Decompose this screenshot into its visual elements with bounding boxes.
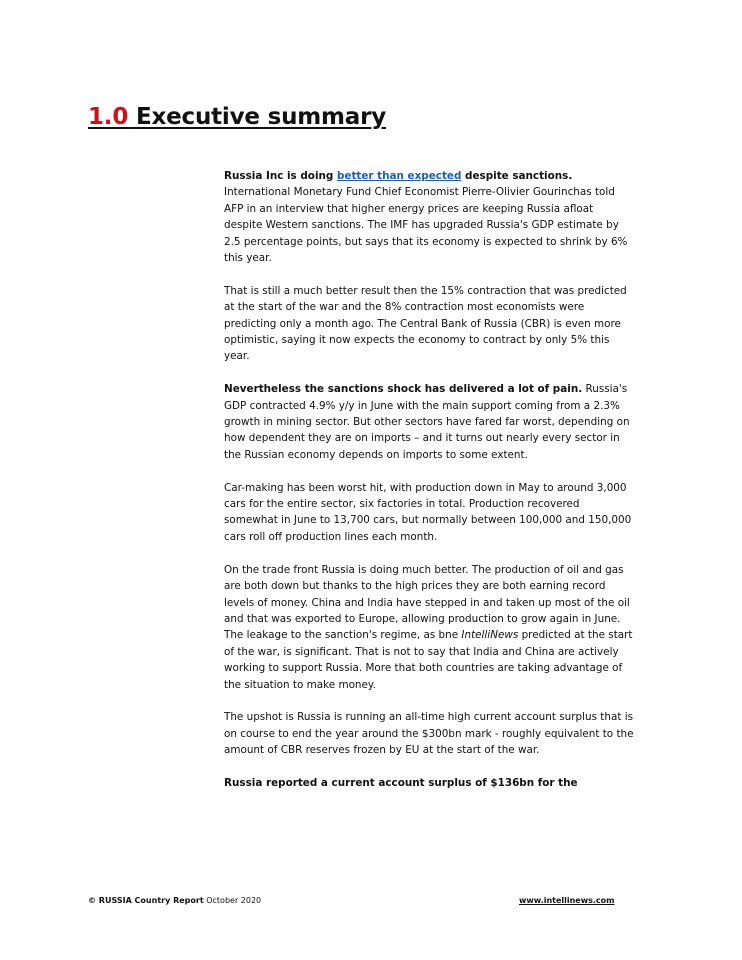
paragraph-4: Car-making has been worst hit, with production down in May to around 3,000 cars for the entire sector, six factories in total. Production recovered somewhat in June to 13,700 cars, but normally between 100,000 and 150,000 cars roll off production lines each month.: [224, 481, 632, 543]
paragraph-2: That is still a much better result then the 15% contraction that was predicted at the start of the war and the 8% contraction most economists were predicting only a month ago. The Central Bank of Russia (CBR) is even more optimistic, saying it now expects the economy to contract by only 5% this year.: [224, 284, 627, 363]
section-title: Executive summary: [135, 104, 387, 130]
paragraph-3: Nevertheless the sanctions shock has delivered a lot of pain. Russia's GDP contracted 4.9% y/y in June with the main support coming from a 2.3% growth in mining sector. But other sectors have fared far worst, depending on how dependent they are on imports – and it turns out nearly every sector in the Russian economy depends on imports to some extent.: [224, 383, 630, 461]
paragraph-1: Russia Inc is doing better than expected despite sanctions. International Monetary Fund Chief Economist Pierre-Olivier Gourinchas told AFP in an interview that higher energy prices are keeping Russia afloat despite Western sanctions. The IMF has upgraded Russia's GDP estimate by 2.5 percentage points, but says that its economy is expected to shrink by 6% this year.: [224, 170, 628, 265]
paragraph-1-lead: Russia Inc is doing better than expected despite sanctions.: [224, 170, 573, 182]
footer-report-label: © RUSSIA Country Report October 2020: [88, 896, 262, 905]
page-heading: [88, 104, 386, 130]
intellinews-italic: IntelliNews: [461, 629, 519, 642]
paragraph-3-lead: Nevertheless the sanctions shock has delivered a lot of pain.: [224, 383, 583, 396]
paragraph-7: [224, 775, 634, 791]
paragraph-7-lead: Russia reported a current account surplus of $136bn for the: [224, 776, 578, 789]
better-than-expected-link[interactable]: better than expected: [336, 170, 462, 182]
paragraph-6: The upshot is Russia is running an all-time high current account surplus that is on course to end the year around the $300bn mark - roughly equivalent to the amount of CBR reserves frozen by EU at the start of the war.: [224, 711, 634, 757]
paragraph-5: On the trade front Russia is doing much better. The production of oil and gas are both down but thanks to the high prices they are both earning record levels of money. China and India have stepped in and taken up most of the oil and that was exported to Europe, allowing production to grow again in June. The leakage to the sanction's regime, as bne IntelliNews predicted at the start of the war, is significant. That is not to say that India and China are actively working to support Russia. More that both countries are taking advantage of the situation to make money.: [224, 563, 633, 691]
section-number: 1.0: [88, 104, 129, 130]
article-body: [224, 168, 634, 791]
footer-website-link[interactable]: www.intellinews.com: [519, 896, 615, 905]
